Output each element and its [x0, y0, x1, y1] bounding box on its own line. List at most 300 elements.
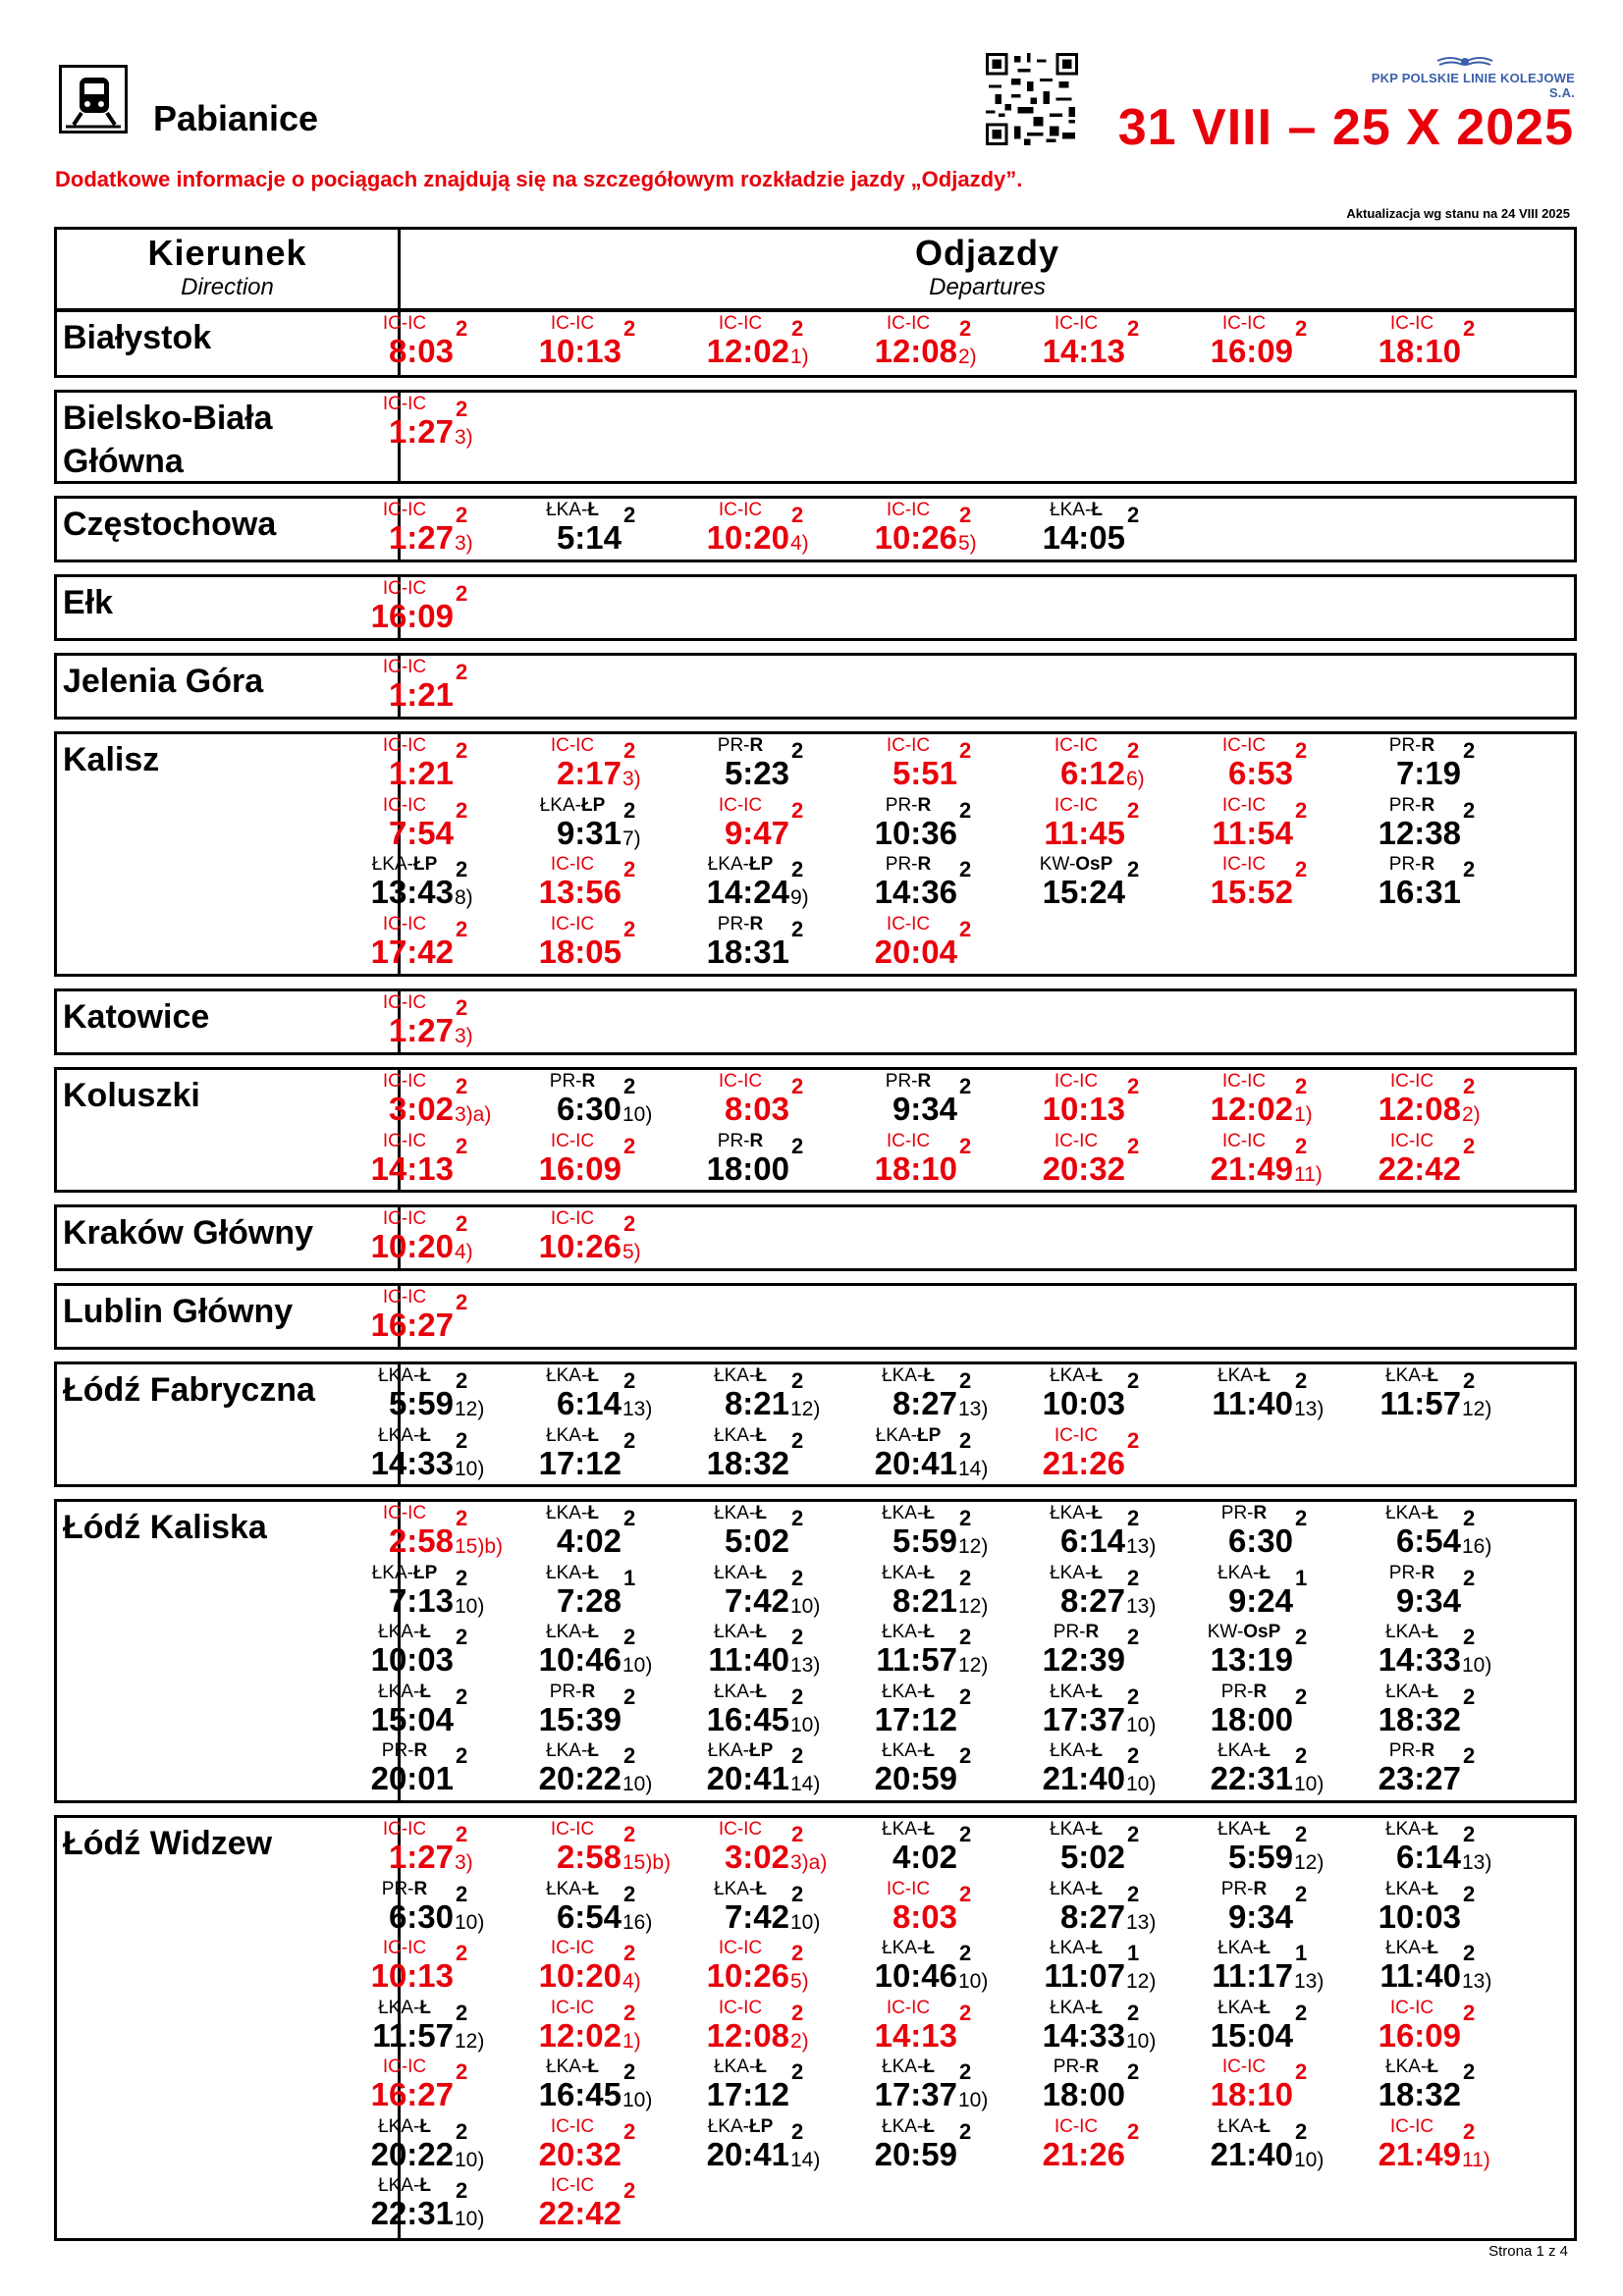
train-category: PR-R — [1388, 854, 1435, 875]
train-category: IC-IC — [550, 1208, 595, 1229]
footnote-ref: 12) — [455, 1398, 485, 1420]
train-category: IC-IC — [1221, 1071, 1267, 1092]
footnote-ref: 1) — [1294, 1103, 1313, 1126]
class-number: 2 — [959, 2059, 972, 2084]
departure-time: 11:07 — [1044, 1957, 1125, 1994]
departure-entry — [691, 1072, 860, 1131]
class-number: 2 — [1127, 1822, 1140, 1846]
train-category: IC-IC — [1054, 1424, 1099, 1446]
departure-time: 21:26 — [1042, 2135, 1125, 2172]
train-category: ŁKA-Ł — [546, 2056, 599, 2077]
departure-entry — [691, 1366, 860, 1425]
departure-time: 10:13 — [1042, 1091, 1125, 1127]
class-number: 2 — [456, 1822, 468, 1846]
departure-time: 15:52 — [1210, 874, 1293, 910]
departure-time: 9:34 — [1227, 1897, 1293, 1935]
train-category: ŁKA-Ł — [1050, 1997, 1103, 2018]
class-number: 2 — [959, 1881, 972, 1906]
departure-time: 10:20 — [706, 519, 789, 556]
departure-entry — [523, 1072, 692, 1131]
departure-time: 9:34 — [1395, 1581, 1461, 1619]
departure-time: 16:45 — [706, 1700, 789, 1737]
train-category: ŁKA-Ł — [378, 2115, 431, 2137]
direction-name: Ełk — [63, 584, 114, 621]
train-category: PR-R — [1053, 2056, 1100, 2077]
departure-entry — [859, 314, 1028, 373]
train-category: PR-R — [1388, 1740, 1435, 1761]
train-category: IC-IC — [382, 1938, 427, 1958]
train-category: ŁKA-Ł — [1050, 1681, 1103, 1702]
departure-entry — [859, 1504, 1028, 1563]
departure-entry — [691, 1741, 860, 1800]
train-category: PR-R — [1220, 1503, 1268, 1523]
class-number: 2 — [1463, 738, 1476, 763]
departure-entry — [523, 1741, 692, 1800]
footnote-ref: 10) — [958, 2089, 989, 2111]
train-category: IC-IC — [718, 1071, 763, 1092]
departure-entry — [1363, 1820, 1532, 1879]
departure-time: 6:53 — [1227, 755, 1293, 791]
class-number: 2 — [959, 503, 972, 527]
footnote-ref: 10) — [790, 1910, 821, 1934]
departure-entry — [523, 1209, 692, 1268]
class-number: 2 — [623, 2118, 636, 2144]
class-number: 2 — [623, 2059, 636, 2084]
footnote-ref: 2) — [790, 2029, 809, 2053]
class-number: 2 — [1295, 1822, 1308, 1846]
departure-entry — [1027, 796, 1196, 855]
departure-entry — [355, 1880, 524, 1939]
class-number: 2 — [959, 738, 972, 763]
departure-time: 20:32 — [1042, 1149, 1125, 1187]
departure-entry — [523, 736, 692, 795]
train-category: IC-IC — [1389, 1071, 1434, 1092]
class-number: 2 — [791, 1941, 804, 1965]
class-number: 2 — [959, 1625, 972, 1649]
train-category: ŁKA-Ł — [546, 1503, 599, 1523]
class-number: 2 — [1463, 1881, 1476, 1906]
train-category: IC-IC — [1221, 313, 1267, 334]
operator-name: PKP POLSKIE LINIE KOLEJOWE S.A. — [1371, 71, 1575, 100]
departure-entry — [355, 1820, 524, 1879]
train-category: ŁKA-Ł — [546, 1562, 599, 1583]
footnote-ref: 13) — [958, 1398, 989, 1420]
departure-entry — [1027, 2117, 1196, 2176]
departure-time: 9:24 — [1227, 1581, 1293, 1619]
train-category: IC-IC — [550, 2175, 595, 2196]
departure-time: 20:59 — [874, 2135, 957, 2172]
validity-period: 31 VIII – 25 X 2025 — [1117, 99, 1574, 156]
departure-entry — [355, 1072, 524, 1131]
departure-time: 22:42 — [1378, 1149, 1461, 1187]
departure-entry — [355, 1366, 524, 1425]
train-category: IC-IC — [382, 2056, 427, 2077]
class-number: 2 — [1295, 1074, 1308, 1098]
departure-time: 14:05 — [1042, 519, 1125, 556]
class-number: 1 — [1295, 1941, 1308, 1965]
departure-time: 3:02 — [388, 1091, 454, 1127]
departure-entry — [1195, 1939, 1364, 1998]
footnote-ref: 13) — [1126, 1594, 1157, 1618]
class-number: 2 — [1463, 2000, 1476, 2025]
train-category: ŁKA-Ł — [1050, 1503, 1103, 1523]
departure-entry — [1027, 736, 1196, 795]
departure-time: 11:57 — [372, 2016, 454, 2054]
page-number: Strona 1 z 4 — [1488, 2243, 1568, 2260]
departure-time: 20:22 — [370, 2135, 454, 2172]
departure-entry — [523, 1880, 692, 1939]
departure-entry — [1027, 1426, 1196, 1485]
departure-time: 14:24 — [706, 874, 789, 910]
departure-time: 15:04 — [370, 1700, 454, 1737]
train-category: ŁKA-Ł — [378, 1622, 431, 1642]
train-category: ŁKA-Ł — [882, 1819, 935, 1840]
departure-entry — [1027, 1741, 1196, 1800]
footnote-ref: 10) — [1126, 1773, 1157, 1795]
class-number: 2 — [1295, 1133, 1308, 1158]
class-number: 2 — [1295, 2118, 1308, 2144]
departure-time: 12:02 — [1210, 1091, 1293, 1127]
train-category: IC-IC — [382, 1503, 427, 1523]
class-number: 2 — [456, 1211, 468, 1236]
class-number: 2 — [959, 797, 972, 823]
departure-entry — [859, 1999, 1028, 2057]
departure-entry — [1195, 2057, 1364, 2116]
footnote-ref: 13) — [1126, 1535, 1157, 1558]
direction-block — [54, 309, 1577, 378]
class-number: 2 — [959, 316, 972, 341]
departure-time: 12:08 — [874, 333, 957, 369]
train-category: IC-IC — [382, 1287, 427, 1308]
departure-time: 18:32 — [1378, 1700, 1461, 1737]
departure-time: 10:26 — [706, 1957, 789, 1994]
departure-entry — [523, 2057, 692, 2116]
train-category: IC-IC — [886, 500, 931, 520]
departure-time: 11:57 — [1380, 1385, 1461, 1421]
departure-time: 2:58 — [388, 1522, 454, 1559]
departure-entry — [1027, 855, 1196, 914]
train-category: IC-IC — [886, 1878, 931, 1899]
class-number: 2 — [623, 2178, 636, 2203]
class-number: 2 — [456, 503, 468, 527]
class-number: 2 — [456, 397, 468, 421]
departure-entry — [859, 736, 1028, 795]
departure-entry — [355, 658, 524, 717]
departure-time: 14:33 — [1378, 1641, 1461, 1678]
departure-entry — [1195, 1623, 1364, 1682]
departure-time: 20:41 — [874, 1444, 957, 1481]
train-category: PR-R — [1220, 1878, 1268, 1899]
qr-code-icon — [986, 53, 1078, 145]
departure-entry — [859, 1741, 1028, 1800]
train-category: ŁKA-Ł — [1385, 1365, 1438, 1386]
departure-entry — [523, 1623, 692, 1682]
train-category: IC-IC — [382, 992, 427, 1013]
footnote-ref: 12) — [958, 1654, 989, 1677]
train-category: IC-IC — [382, 735, 427, 756]
footnote-ref: 5) — [958, 532, 977, 555]
class-number: 2 — [791, 503, 804, 527]
departure-entry — [1363, 1999, 1532, 2057]
class-number: 2 — [456, 916, 468, 941]
direction-block — [54, 1499, 1577, 1803]
departure-entry — [355, 501, 524, 560]
class-number: 2 — [1127, 1133, 1140, 1158]
train-category: IC-IC — [718, 1819, 763, 1840]
train-category: IC-IC — [1389, 1130, 1434, 1151]
departure-time: 22:42 — [538, 2195, 622, 2231]
departure-entry — [859, 1623, 1028, 1682]
departure-entry — [691, 796, 860, 855]
departure-entry — [1027, 1504, 1196, 1563]
train-category: PR-R — [885, 794, 932, 816]
class-number: 2 — [623, 1743, 636, 1768]
departure-entry — [523, 1999, 692, 2057]
departure-entry — [691, 855, 860, 914]
departure-entry — [859, 1564, 1028, 1623]
footnote-ref: 5) — [790, 1970, 809, 1993]
departure-entry — [859, 915, 1028, 974]
class-number: 2 — [791, 1074, 804, 1098]
departure-time: 12:02 — [538, 2016, 622, 2054]
departure-time: 16:09 — [1378, 2016, 1461, 2054]
departure-time: 6:30 — [556, 1091, 622, 1127]
class-number: 2 — [623, 1822, 636, 1846]
class-number: 2 — [1127, 2059, 1140, 2084]
class-number: 2 — [1463, 1625, 1476, 1649]
departure-entry — [1363, 1366, 1532, 1425]
train-category: ŁKA-Ł — [378, 1365, 431, 1386]
train-category: ŁKA-Ł — [714, 1681, 767, 1702]
footnote-ref: 1) — [622, 2029, 641, 2053]
departure-entry — [523, 314, 692, 373]
class-number: 2 — [791, 1625, 804, 1649]
departure-entry — [523, 2117, 692, 2176]
departure-time: 10:03 — [370, 1641, 454, 1678]
class-number: 2 — [791, 1743, 804, 1768]
departure-time: 8:27 — [892, 1385, 957, 1421]
class-number: 2 — [791, 797, 804, 823]
class-number: 2 — [456, 1941, 468, 1965]
departure-time: 10:46 — [538, 1641, 622, 1678]
departure-time: 22:31 — [1210, 1760, 1293, 1796]
departure-time: 14:33 — [370, 1444, 454, 1481]
train-category: IC-IC — [1389, 2115, 1434, 2137]
departure-time: 7:28 — [556, 1581, 622, 1619]
class-number: 2 — [1295, 1743, 1308, 1768]
direction-name: Jelenia Góra — [63, 663, 264, 700]
train-category: IC-IC — [1054, 794, 1099, 816]
departure-time: 1:27 — [388, 519, 454, 556]
footnote-ref: 2) — [958, 346, 977, 368]
class-number: 2 — [1463, 1133, 1476, 1158]
class-number: 2 — [623, 916, 636, 941]
train-category: ŁKA-Ł — [1217, 1365, 1271, 1386]
class-number: 2 — [1127, 738, 1140, 763]
direction-name: Łódź Widzew — [63, 1825, 273, 1862]
footnote-ref: 13) — [1462, 1970, 1492, 1993]
class-number: 2 — [1127, 1625, 1140, 1649]
train-category: IC-IC — [550, 1130, 595, 1151]
class-number: 2 — [456, 1683, 468, 1709]
train-category: PR-R — [717, 735, 764, 756]
footnote-ref: 13) — [1294, 1398, 1325, 1420]
train-category: IC-IC — [1221, 854, 1267, 875]
train-category: PR-R — [1388, 1562, 1435, 1583]
departure-entry — [523, 2176, 692, 2235]
departure-time: 12:08 — [1378, 1091, 1461, 1127]
departure-time: 6:12 — [1059, 755, 1125, 791]
train-category: ŁKA-Ł — [378, 1424, 431, 1446]
train-category: ŁKA-Ł — [546, 1740, 599, 1761]
class-number: 2 — [456, 1074, 468, 1098]
departure-entry — [523, 1132, 692, 1191]
class-number: 1 — [1127, 1941, 1140, 1965]
train-category: PR-R — [1220, 1681, 1268, 1702]
class-number: 2 — [1127, 1368, 1140, 1393]
footnote-ref: 12) — [1294, 1851, 1325, 1874]
train-category: IC-IC — [1221, 1130, 1267, 1151]
train-category: ŁKA-Ł — [1050, 1562, 1103, 1583]
departure-time: 12:02 — [706, 333, 789, 369]
departure-time: 14:13 — [1042, 333, 1125, 369]
departure-entry — [1027, 1820, 1196, 1879]
train-category: PR-R — [1388, 794, 1435, 816]
train-category: PR-R — [381, 1740, 428, 1761]
train-category: ŁKA-Ł — [1050, 1365, 1103, 1386]
departure-time: 1:27 — [388, 413, 454, 450]
departure-entry — [355, 1504, 524, 1563]
departure-entry — [523, 1426, 692, 1485]
departure-entry — [691, 1504, 860, 1563]
departure-time: 5:51 — [892, 755, 957, 791]
departure-entry — [355, 1288, 524, 1347]
departure-entry — [355, 736, 524, 795]
departure-time: 3:02 — [724, 1839, 789, 1875]
direction-block — [54, 731, 1577, 977]
departure-time: 2:17 — [556, 755, 622, 791]
departure-entry — [1363, 314, 1532, 373]
class-number: 2 — [623, 1211, 636, 1236]
departure-entry — [355, 579, 524, 638]
train-category: PR-R — [885, 1071, 932, 1092]
departure-time: 12:39 — [1042, 1641, 1125, 1678]
departure-entry — [355, 1132, 524, 1191]
departure-entry — [1363, 1564, 1532, 1623]
train-category: ŁKA-Ł — [882, 1622, 935, 1642]
train-category: ŁKA-Ł — [546, 1365, 599, 1386]
departure-time: 7:42 — [724, 1581, 789, 1619]
departure-entry — [523, 1682, 692, 1741]
class-number: 2 — [456, 738, 468, 763]
departure-time: 9:47 — [724, 814, 789, 851]
departure-time: 11:40 — [1380, 1957, 1461, 1994]
train-category: ŁKA-Ł — [882, 2115, 935, 2137]
direction-name: Bielsko-Biała Główna — [63, 400, 273, 480]
departure-time: 10:03 — [1042, 1385, 1125, 1421]
footnote-ref: 12) — [1126, 1970, 1157, 1993]
footnote-ref: 4) — [790, 532, 809, 555]
footnote-ref: 16) — [622, 1910, 653, 1934]
footnote-ref: 12) — [958, 1535, 989, 1558]
footnote-ref: 3) — [455, 1851, 473, 1874]
departure-time: 18:32 — [1378, 2076, 1461, 2112]
class-number: 2 — [1463, 2118, 1476, 2144]
departure-entry — [691, 1564, 860, 1623]
train-category: PR-R — [1388, 735, 1435, 756]
departure-entry — [1027, 1132, 1196, 1191]
footnote-ref: 10) — [1462, 1654, 1492, 1677]
pkp-logo-icon — [1435, 53, 1494, 71]
departure-time: 9:34 — [892, 1091, 957, 1127]
class-number: 2 — [791, 2000, 804, 2025]
departure-time: 11:40 — [708, 1641, 789, 1678]
departure-entry — [691, 1623, 860, 1682]
direction-name: Katowice — [63, 998, 210, 1036]
departure-entry — [1363, 1880, 1532, 1939]
departure-time: 6:54 — [1395, 1522, 1461, 1559]
departure-time: 8:03 — [388, 333, 454, 369]
departure-time: 6:14 — [556, 1385, 622, 1421]
departure-time: 6:14 — [1395, 1839, 1461, 1875]
train-category: ŁKA-Ł — [1385, 1503, 1438, 1523]
departure-time: 16:27 — [370, 2076, 454, 2112]
departure-entry — [523, 1504, 692, 1563]
class-number: 2 — [623, 1506, 636, 1530]
class-number: 2 — [791, 1133, 804, 1158]
departure-entry — [859, 1682, 1028, 1741]
footnote-ref: 10) — [455, 1457, 485, 1480]
train-category: ŁKA-Ł — [1217, 1562, 1271, 1583]
departure-entry — [355, 314, 524, 373]
footnote-ref: 10) — [455, 1910, 485, 1934]
departure-entry — [355, 1939, 524, 1998]
train-category: ŁKA-Ł — [1050, 1819, 1103, 1840]
train-category: KW-OsP — [1039, 854, 1113, 875]
footnote-ref: 3) — [622, 768, 641, 790]
footnote-ref: 10) — [1126, 2029, 1157, 2053]
train-category: IC-IC — [1054, 2115, 1099, 2137]
class-number: 2 — [791, 1427, 804, 1453]
direction-name: Kalisz — [63, 741, 160, 778]
footnote-ref: 12) — [455, 2029, 485, 2053]
departures-title: Odjazdy — [914, 233, 1060, 273]
departure-time: 17:12 — [538, 1444, 622, 1481]
departure-time: 16:31 — [1378, 874, 1461, 910]
departure-time: 5:02 — [724, 1522, 789, 1559]
departure-time: 14:13 — [874, 2016, 957, 2054]
class-number: 2 — [456, 2059, 468, 2084]
train-category: ŁKA-Ł — [546, 1878, 599, 1899]
train-category: ŁKA-Ł — [546, 500, 599, 520]
departure-entry — [1195, 314, 1364, 373]
direction-name: Koluszki — [63, 1077, 200, 1114]
departure-time: 13:19 — [1210, 1641, 1293, 1678]
direction-subtitle: Direction — [181, 274, 274, 300]
departure-time: 4:02 — [892, 1839, 957, 1875]
train-icon — [59, 65, 128, 133]
departure-entry — [1027, 1366, 1196, 1425]
train-category: ŁKA-Ł — [1385, 1819, 1438, 1840]
departure-entry — [859, 1880, 1028, 1939]
class-number: 2 — [959, 1941, 972, 1965]
class-number: 2 — [959, 1074, 972, 1098]
class-number: 2 — [623, 1427, 636, 1453]
direction-name: Częstochowa — [63, 506, 277, 543]
train-category: ŁKA-Ł — [882, 1503, 935, 1523]
departure-entry — [1195, 1366, 1364, 1425]
departure-entry — [859, 501, 1028, 560]
